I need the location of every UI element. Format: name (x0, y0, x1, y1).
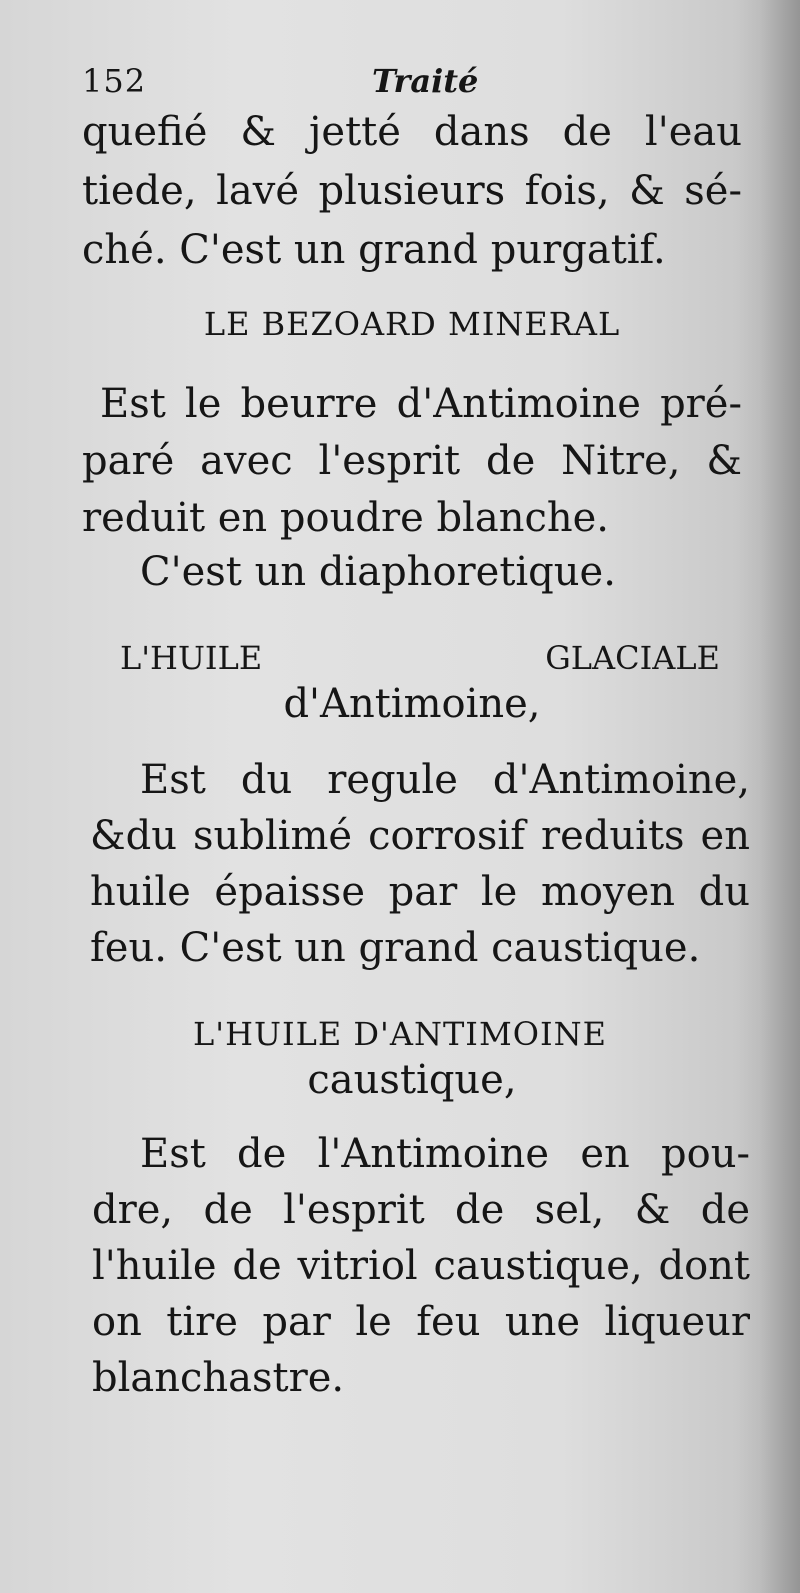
text-line: tiede, lavé plusieurs fois, & sé- (82, 168, 742, 214)
text-line: Est du regule d'Antimoine, (140, 757, 750, 803)
text-line: paré avec l'esprit de Nitre, & (82, 438, 742, 484)
section-heading-subtitle: d'Antimoine, (283, 681, 541, 727)
text-line: huile épaisse par le moyen du (90, 869, 750, 915)
section-heading: LE BEZOARD MINERAL (203, 305, 621, 343)
text-line: ché. C'est un grand purgatif. (82, 227, 666, 273)
text-line: dre, de l'esprit de sel, & de (92, 1187, 750, 1233)
text-line: Est de l'Antimoine en pou- (140, 1131, 750, 1177)
text-line: C'est un diaphoretique. (140, 549, 616, 595)
text-line: reduit en poudre blanche. (82, 495, 610, 541)
text-line: feu. C'est un grand caustique. (90, 925, 701, 971)
section-heading: L'HUILE D'ANTIMOINE (193, 1015, 607, 1053)
text-line: blanchastre. (92, 1355, 345, 1401)
page-number: 152 (82, 62, 147, 100)
text-line: quefié & jetté dans de l'eau (82, 109, 742, 155)
running-title: Traité (372, 62, 479, 100)
text-line: on tire par le feu une liqueur (92, 1299, 750, 1345)
text-line: l'huile de vitriol caustique, dont (92, 1243, 750, 1289)
text-line: &du sublimé corrosif reduits en (90, 813, 750, 859)
text-line: Est le beurre d'Antimoine pré- (100, 381, 742, 427)
section-heading: L'HUILE GLACIALE (120, 639, 720, 677)
page-edge-shadow (760, 0, 800, 1593)
section-heading-subtitle: caustique, (307, 1057, 517, 1103)
